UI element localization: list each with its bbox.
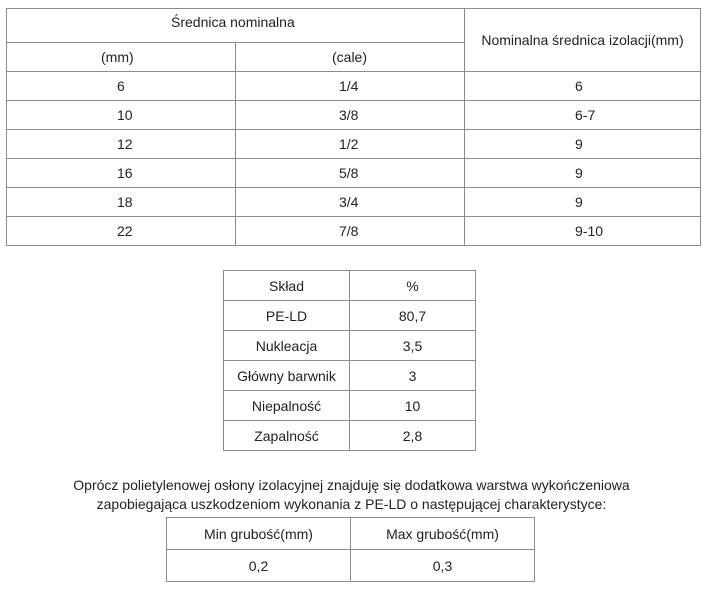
cell-component: Nukleacja	[224, 331, 350, 361]
table-row	[7, 130, 701, 159]
cell-mm: 22	[7, 217, 236, 246]
description-line: zapobiegająca uszkodzeniom wykonania z PE-LD o następującej charakterystyce:	[96, 496, 607, 512]
cell-percent: 10	[350, 391, 476, 421]
header-nominal-diameter: Średnica nominalna	[7, 9, 465, 43]
cell-component: PE-LD	[224, 301, 350, 331]
composition-table	[223, 270, 476, 451]
header-cale: (cale)	[236, 43, 465, 72]
header-mm: (mm)	[7, 43, 236, 72]
cell-percent: 2,8	[350, 421, 476, 451]
description-line: Oprócz polietylenowej osłony izolacyjnej znajduję się dodatkowa warstwa wykończeniowa	[73, 477, 630, 493]
cell-component: Niepalność	[224, 391, 350, 421]
cell-component: Zapalność	[224, 421, 350, 451]
table-row	[7, 217, 701, 246]
cell-insulation: 9	[465, 159, 701, 188]
nominal-diameter-table	[6, 8, 701, 246]
cell-cale: 7/8	[236, 217, 465, 246]
cell-insulation: 9-10	[465, 217, 701, 246]
table-row	[7, 101, 701, 130]
cell-mm: 6	[7, 72, 236, 101]
header-max-thickness: Max grubość(mm)	[351, 518, 535, 550]
cell-mm: 16	[7, 159, 236, 188]
table-row	[7, 188, 701, 217]
cell-min-thickness: 0,2	[167, 550, 351, 582]
cell-percent: 80,7	[350, 301, 476, 331]
table-header-row	[167, 518, 535, 550]
header-insulation-diameter: Nominalna średnica izolacji(mm)	[465, 9, 701, 72]
cell-insulation: 6	[465, 72, 701, 101]
cell-cale: 3/4	[236, 188, 465, 217]
cell-insulation: 6-7	[465, 101, 701, 130]
header-component: Skład	[224, 271, 350, 301]
cell-insulation: 9	[465, 130, 701, 159]
cell-mm: 10	[7, 101, 236, 130]
table-header-row	[224, 271, 476, 301]
table-row	[224, 331, 476, 361]
header-percent: %	[350, 271, 476, 301]
table-row	[7, 159, 701, 188]
table-row	[224, 301, 476, 331]
table-row	[224, 391, 476, 421]
cell-percent: 3,5	[350, 331, 476, 361]
cell-percent: 3	[350, 361, 476, 391]
cell-cale: 5/8	[236, 159, 465, 188]
table-row	[167, 550, 535, 582]
thickness-table	[166, 517, 535, 582]
cell-cale: 3/8	[236, 101, 465, 130]
header-min-thickness: Min grubość(mm)	[167, 518, 351, 550]
cell-cale: 1/4	[236, 72, 465, 101]
cell-mm: 18	[7, 188, 236, 217]
table-row	[224, 421, 476, 451]
cell-mm: 12	[7, 130, 236, 159]
cell-cale: 1/2	[236, 130, 465, 159]
description-paragraph	[0, 476, 703, 514]
table-row	[224, 361, 476, 391]
cell-max-thickness: 0,3	[351, 550, 535, 582]
table-row	[7, 72, 701, 101]
cell-component: Główny barwnik	[224, 361, 350, 391]
cell-insulation: 9	[465, 188, 701, 217]
